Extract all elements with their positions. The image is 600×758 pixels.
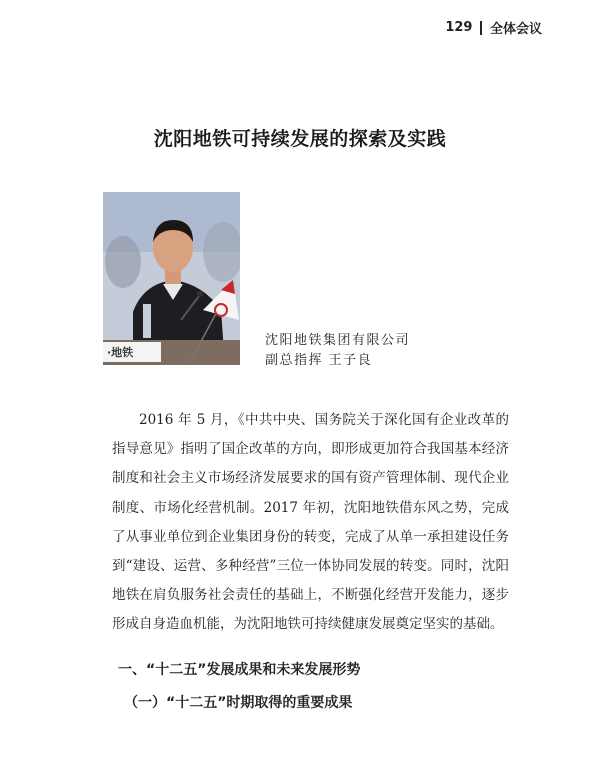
author-photo <box>103 192 240 365</box>
author-role-name: 副总指挥 王子良 <box>265 353 373 368</box>
author-photo-illustration <box>103 192 240 365</box>
page-header <box>445 18 542 37</box>
body-paragraph: 2016 年 5 月，《中共中央、国务院关于深化国有企业改革的指导意见》指明了国企改革的方向，即形成更加符合我国基本经济制度和社会主义市场经济发展要求的国有资产管理体制、现代企业制度、市场化经营机制。2017 年初，沈阳地铁借东风之势，完成了从事业单位到企业集团身份的转变，完成了从单一承担建设任务到“建设、运营、多种经营”三位一体协同发展的转变。同时，沈阳地铁在肩负服务社会责任的基础上，不断强化经营开发能力，逐步形成自身造血机能，为沈阳地铁可持续健康发展奠定坚实的基础。 <box>112 412 509 633</box>
author-caption <box>265 331 410 371</box>
photo-nameplate: ·地铁 <box>107 346 134 359</box>
article-title: 沈阳地铁可持续发展的探索及实践 <box>153 128 447 150</box>
section-heading-1: 一、“十二五”发展成果和未来发展形势 <box>118 662 361 678</box>
section-name: 全体会议 <box>489 22 542 37</box>
subsection-heading-1: （一）“十二五”时期取得的重要成果 <box>124 695 353 711</box>
header-divider <box>480 21 482 35</box>
author-organization: 沈阳地铁集团有限公司 <box>265 333 411 348</box>
article-body <box>112 406 509 640</box>
page-number: 129 <box>445 20 473 35</box>
